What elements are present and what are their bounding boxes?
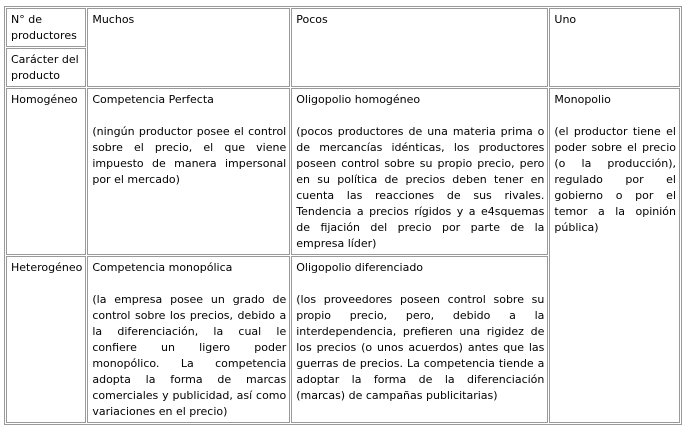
header-caracter-producto: Carácter del producto — [6, 48, 86, 87]
cell-description: (ningún productor posee el control sobre el precio, el que viene impuesto de manera impersonal por el mercado) — [92, 125, 287, 186]
cell-monopolio — [549, 88, 680, 423]
cell-title: Monopolio — [554, 93, 611, 106]
cell-description: (pocos productores de una materia prima o de mercancías idénticas, los productores poseen control sobre su propio precio, pero en su política de precios deben tener en cuenta las reacciones de sus rivales. Tendencia a precios rígidos y a e4squemas de fijación del precio por parte de la empresa líder) — [296, 125, 545, 250]
cell-description: (el productor tiene el poder sobre el precio (o la producción), regulado por el gobierno o por el temor a la opinión pública) — [554, 125, 676, 234]
cell-description: (los proveedores poseen control sobre su propio precio, pero, debido a la interdependencia, prefieren una rigidez de los precios (o unos acuerdos) antes que las guerras de precios. La competencia tiende a adoptar la forma de la diferenciación (marcas) de campañas publicitarias) — [296, 293, 545, 402]
cell-description: (la empresa posee un grado de control sobre los precios, debido a la diferenciación, la cual le confiere un ligero poder monopólico. La competencia adopta la forma de marcas comerciales y publicidad, así como variaciones en el precio) — [92, 293, 287, 418]
cell-oligopolio-homogeneo — [291, 88, 548, 255]
cell-title: Competencia Perfecta — [92, 93, 214, 106]
cell-title: Competencia monopólica — [92, 261, 233, 274]
header-pocos: Pocos — [291, 8, 548, 87]
header-uno: Uno — [549, 8, 680, 87]
row-label-homogeneo: Homogéneo — [6, 88, 86, 255]
header-muchos: Muchos — [87, 8, 290, 87]
cell-title: Oligopolio homogéneo — [296, 93, 421, 106]
cell-competencia-monopolica — [87, 256, 290, 423]
row-label-heterogeneo: Heterogéneo — [6, 256, 86, 423]
header-num-productores: N° de productores — [6, 8, 86, 47]
cell-competencia-perfecta — [87, 88, 290, 255]
market-structure-table — [4, 6, 682, 425]
cell-oligopolio-diferenciado — [291, 256, 548, 423]
cell-title: Oligopolio diferenciado — [296, 261, 424, 274]
